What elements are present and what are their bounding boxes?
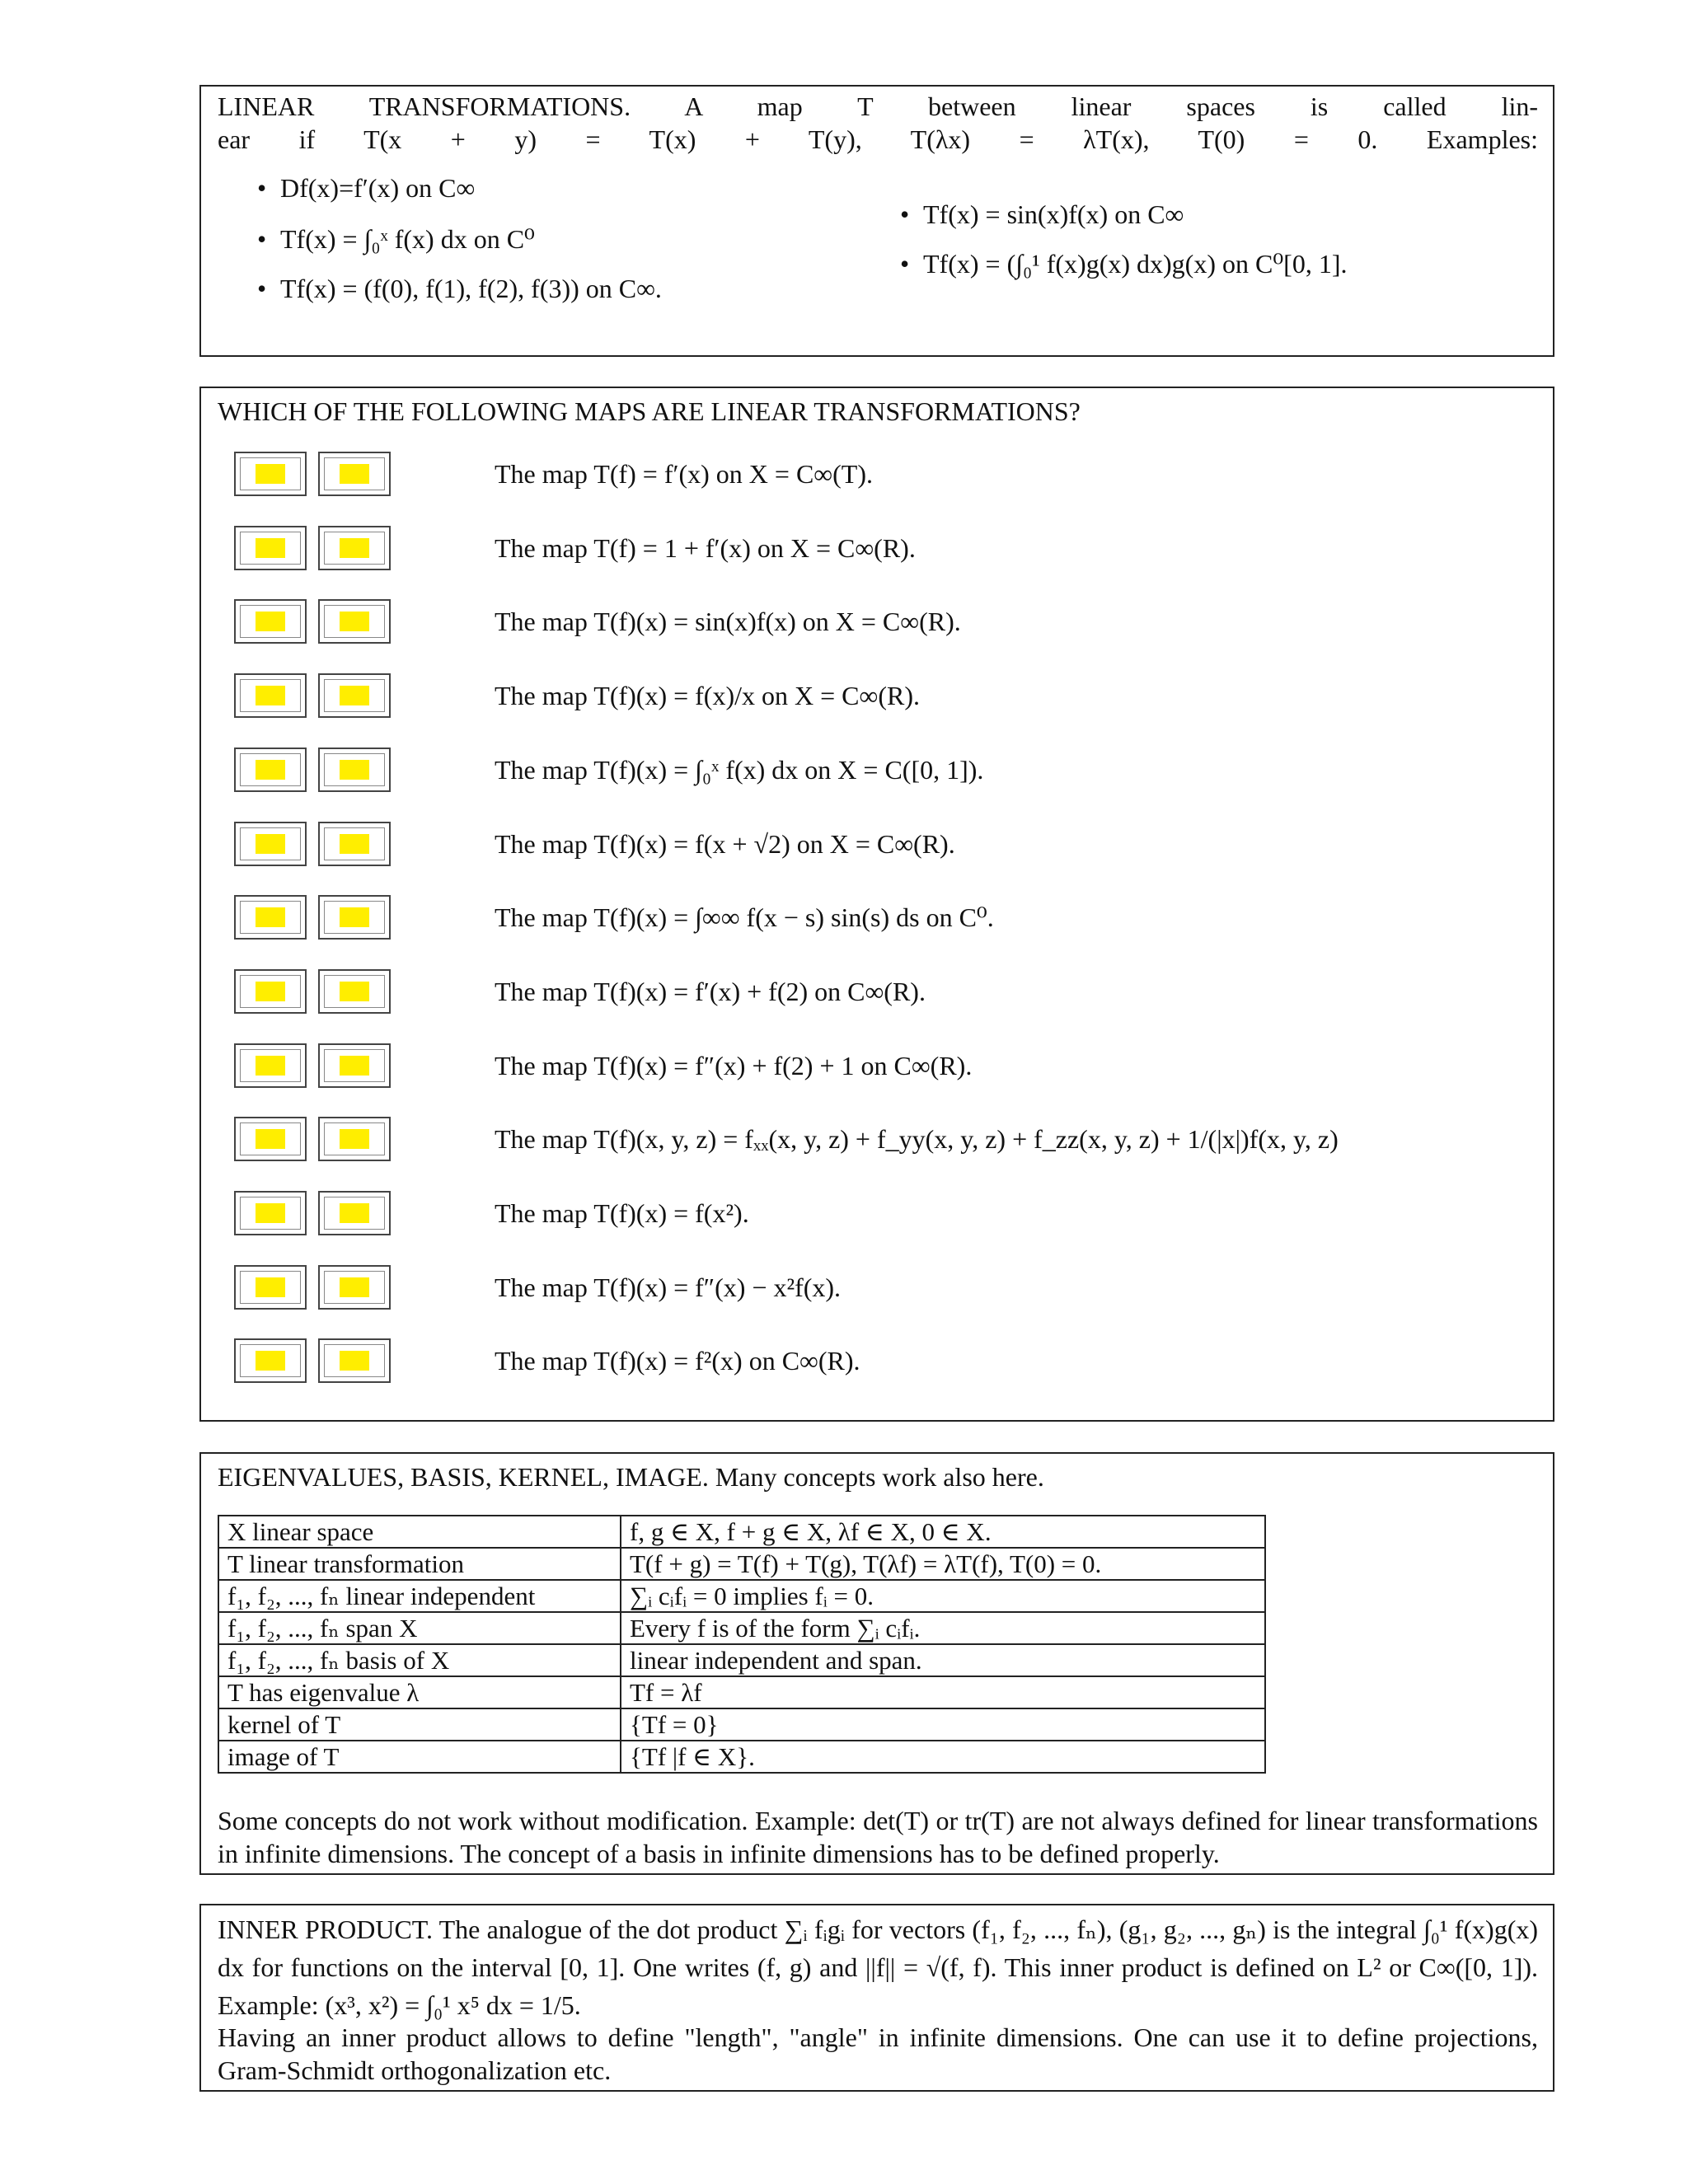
answer-checkbox-false[interactable] xyxy=(318,673,391,718)
concepts-table xyxy=(218,1515,1266,1774)
quiz-item-text: The map T(f)(x) = f″(x) + f(2) + 1 on C∞(R). xyxy=(495,1050,973,1080)
table-row xyxy=(218,1741,1265,1773)
checkbox-highlight xyxy=(340,1129,369,1149)
quiz-item xyxy=(234,599,1536,647)
answer-checkbox-false[interactable] xyxy=(318,1265,391,1310)
table-row xyxy=(218,1676,1265,1708)
checkbox-highlight xyxy=(256,1277,285,1297)
quiz-title: WHICH OF THE FOLLOWING MAPS ARE LINEAR TRANSFORMATIONS? xyxy=(218,396,1081,426)
checkbox-highlight xyxy=(256,1129,285,1149)
quiz-item-text: The map T(f) = f′(x) on X = C∞(T). xyxy=(495,459,873,489)
answer-checkbox-true[interactable] xyxy=(234,1338,307,1383)
checkbox-highlight xyxy=(256,982,285,1001)
quiz-item xyxy=(234,526,1536,574)
quiz-section xyxy=(199,387,1554,1422)
checkbox-highlight xyxy=(256,464,285,484)
table-row xyxy=(218,1580,1265,1612)
table-row xyxy=(218,1612,1265,1644)
checkbox-highlight xyxy=(340,1277,369,1297)
concept-name-cell: f₁, f₂, ..., fₙ span X xyxy=(218,1612,621,1644)
concept-name-cell: kernel of T xyxy=(218,1708,621,1741)
checkbox-highlight xyxy=(256,686,285,705)
example-item: • Df(x)=f′(x) on C∞ xyxy=(251,163,662,213)
quiz-item-text: The map T(f)(x, y, z) = fₓₓ(x, y, z) + f_yy(x, y, z) + f_zz(x, y, z) + 1/(|x|)f(x, y, z) xyxy=(495,1124,1339,1155)
quiz-item-text: The map T(f)(x) = sin(x)f(x) on X = C∞(R). xyxy=(495,607,961,637)
answer-checkbox-true[interactable] xyxy=(234,1191,307,1235)
checkbox-highlight xyxy=(256,612,285,631)
answer-checkbox-true[interactable] xyxy=(234,1265,307,1310)
concept-name-cell: X linear space xyxy=(218,1516,621,1548)
checkbox-highlight xyxy=(340,834,369,854)
answer-checkbox-false[interactable] xyxy=(318,748,391,792)
checkbox-highlight xyxy=(340,686,369,705)
quiz-item-text: The map T(f)(x) = f(x²). xyxy=(495,1198,749,1228)
quiz-item xyxy=(234,895,1536,943)
eigen-title: EIGENVALUES, BASIS, KERNEL, IMAGE. Many concepts work also here. xyxy=(218,1462,1044,1492)
eigen-section xyxy=(199,1452,1554,1875)
examples-right-list xyxy=(893,190,1347,288)
concept-name-cell: T linear transformation xyxy=(218,1548,621,1580)
quiz-item-text: The map T(f)(x) = f′(x) + f(2) on C∞(R). xyxy=(495,976,926,1006)
answer-checkbox-false[interactable] xyxy=(318,969,391,1014)
quiz-item xyxy=(234,969,1536,1017)
inner-product-note: Having an inner product allows to define "length", "angle" in infinite dimensions. One can use it to define projections, Gram-Schmidt orthogonalization etc. xyxy=(218,2022,1538,2085)
quiz-item xyxy=(234,1191,1536,1239)
concept-definition-cell: {Tf |f ∈ X}. xyxy=(621,1741,1265,1773)
checkbox-highlight xyxy=(340,907,369,927)
answer-checkbox-false[interactable] xyxy=(318,1043,391,1088)
eigen-note: Some concepts do not work without modification. Example: det(T) or tr(T) are not always defined for linear transformations in infinite dimensions. The concept of a basis in infinite dimensions has to be defined properly. xyxy=(218,1806,1538,1868)
answer-checkbox-true[interactable] xyxy=(234,1117,307,1161)
concept-definition-cell: linear independent and span. xyxy=(621,1644,1265,1676)
answer-checkbox-true[interactable] xyxy=(234,969,307,1014)
answer-checkbox-true[interactable] xyxy=(234,748,307,792)
checkbox-highlight xyxy=(256,538,285,558)
intro-line-1: LINEAR TRANSFORMATIONS. A map T between linear spaces is called lin- xyxy=(218,91,1538,121)
checkbox-highlight xyxy=(340,982,369,1001)
answer-checkbox-true[interactable] xyxy=(234,452,307,496)
checkbox-highlight xyxy=(256,834,285,854)
checkbox-highlight xyxy=(340,1351,369,1371)
example-item: • Tf(x) = ∫₀ˣ f(x) dx on C⁰ xyxy=(251,214,662,264)
quiz-item xyxy=(234,1265,1536,1313)
concept-definition-cell: Tf = λf xyxy=(621,1676,1265,1708)
example-item: • Tf(x) = (∫₀¹ f(x)g(x) dx)g(x) on C⁰[0, 1]. xyxy=(893,239,1347,288)
quiz-item-text: The map T(f)(x) = f″(x) − x²f(x). xyxy=(495,1272,842,1302)
concept-name-cell: image of T xyxy=(218,1741,621,1773)
concept-definition-cell: ∑ᵢ cᵢfᵢ = 0 implies fᵢ = 0. xyxy=(621,1580,1265,1612)
quiz-item xyxy=(234,452,1536,499)
checkbox-highlight xyxy=(340,538,369,558)
quiz-item-text: The map T(f)(x) = f(x)/x on X = C∞(R). xyxy=(495,681,920,711)
concept-name-cell: f₁, f₂, ..., fₙ basis of X xyxy=(218,1644,621,1676)
table-row xyxy=(218,1708,1265,1741)
checkbox-highlight xyxy=(256,1056,285,1076)
answer-checkbox-true[interactable] xyxy=(234,599,307,644)
checkbox-highlight xyxy=(256,760,285,780)
answer-checkbox-false[interactable] xyxy=(318,1191,391,1235)
quiz-item xyxy=(234,1117,1536,1165)
concept-name-cell: T has eigenvalue λ xyxy=(218,1676,621,1708)
answer-checkbox-true[interactable] xyxy=(234,895,307,940)
quiz-item-text: The map T(f)(x) = ∫∞∞ f(x − s) sin(s) ds on C⁰. xyxy=(495,902,994,933)
answer-checkbox-false[interactable] xyxy=(318,895,391,940)
quiz-item xyxy=(234,822,1536,869)
intro-section xyxy=(199,85,1554,357)
quiz-item xyxy=(234,673,1536,721)
quiz-item-text: The map T(f) = 1 + f′(x) on X = C∞(R). xyxy=(495,532,916,563)
answer-checkbox-true[interactable] xyxy=(234,822,307,866)
checkbox-highlight xyxy=(340,1056,369,1076)
examples-left-list xyxy=(251,165,662,313)
quiz-item-text: The map T(f)(x) = f(x + √2) on X = C∞(R). xyxy=(495,828,955,859)
intro-line-2: ear if T(x + y) = T(x) + T(y), T(λx) = λT(x), T(0) = 0. Examples: xyxy=(218,124,1538,154)
answer-checkbox-false[interactable] xyxy=(318,526,391,570)
answer-checkbox-false[interactable] xyxy=(318,1338,391,1383)
table-row xyxy=(218,1644,1265,1676)
checkbox-highlight xyxy=(340,760,369,780)
checkbox-highlight xyxy=(340,464,369,484)
checkbox-highlight xyxy=(340,612,369,631)
checkbox-highlight xyxy=(256,907,285,927)
quiz-item-text: The map T(f)(x) = ∫₀ˣ f(x) dx on X = C([0, 1]). xyxy=(495,754,984,785)
example-item: • Tf(x) = (f(0), f(1), f(2), f(3)) on C∞. xyxy=(251,264,662,313)
concept-definition-cell: T(f + g) = T(f) + T(g), T(λf) = λT(f), T(0) = 0. xyxy=(621,1548,1265,1580)
answer-checkbox-true[interactable] xyxy=(234,526,307,570)
table-row xyxy=(218,1548,1265,1580)
concept-definition-cell: Every f is of the form ∑ᵢ cᵢfᵢ. xyxy=(621,1612,1265,1644)
answer-checkbox-false[interactable] xyxy=(318,822,391,866)
concept-name-cell: f₁, f₂, ..., fₙ linear independent xyxy=(218,1580,621,1612)
answer-checkbox-false[interactable] xyxy=(318,452,391,496)
answer-checkbox-false[interactable] xyxy=(318,599,391,644)
inner-product-text: INNER PRODUCT. The analogue of the dot product ∑ᵢ fᵢgᵢ for vectors (f₁, f₂, ..., fₙ), (g₁, g₂, ..., gₙ) is the integral ∫₀¹ f(x)g(x) dx for functions on the interval [0, 1]. One writes (f, g) and ||f|| = √(f, f). This inner product is defined on L² or C∞([0, 1]). Example: (x³, x²) = ∫₀¹ x⁵ dx = 1/5. xyxy=(218,1915,1538,2020)
checkbox-highlight xyxy=(256,1351,285,1371)
quiz-item-text: The map T(f)(x) = f²(x) on C∞(R). xyxy=(495,1346,860,1376)
quiz-item xyxy=(234,1338,1536,1386)
concept-definition-cell: {Tf = 0} xyxy=(621,1708,1265,1741)
answer-checkbox-true[interactable] xyxy=(234,673,307,718)
example-item: • Tf(x) = sin(x)f(x) on C∞ xyxy=(893,190,1347,239)
quiz-item xyxy=(234,748,1536,795)
checkbox-highlight xyxy=(256,1203,285,1223)
answer-checkbox-false[interactable] xyxy=(318,1117,391,1161)
inner-product-section xyxy=(199,1904,1554,2092)
quiz-item xyxy=(234,1043,1536,1091)
checkbox-highlight xyxy=(340,1203,369,1223)
table-row xyxy=(218,1516,1265,1548)
concept-definition-cell: f, g ∈ X, f + g ∈ X, λf ∈ X, 0 ∈ X. xyxy=(621,1516,1265,1548)
answer-checkbox-true[interactable] xyxy=(234,1043,307,1088)
